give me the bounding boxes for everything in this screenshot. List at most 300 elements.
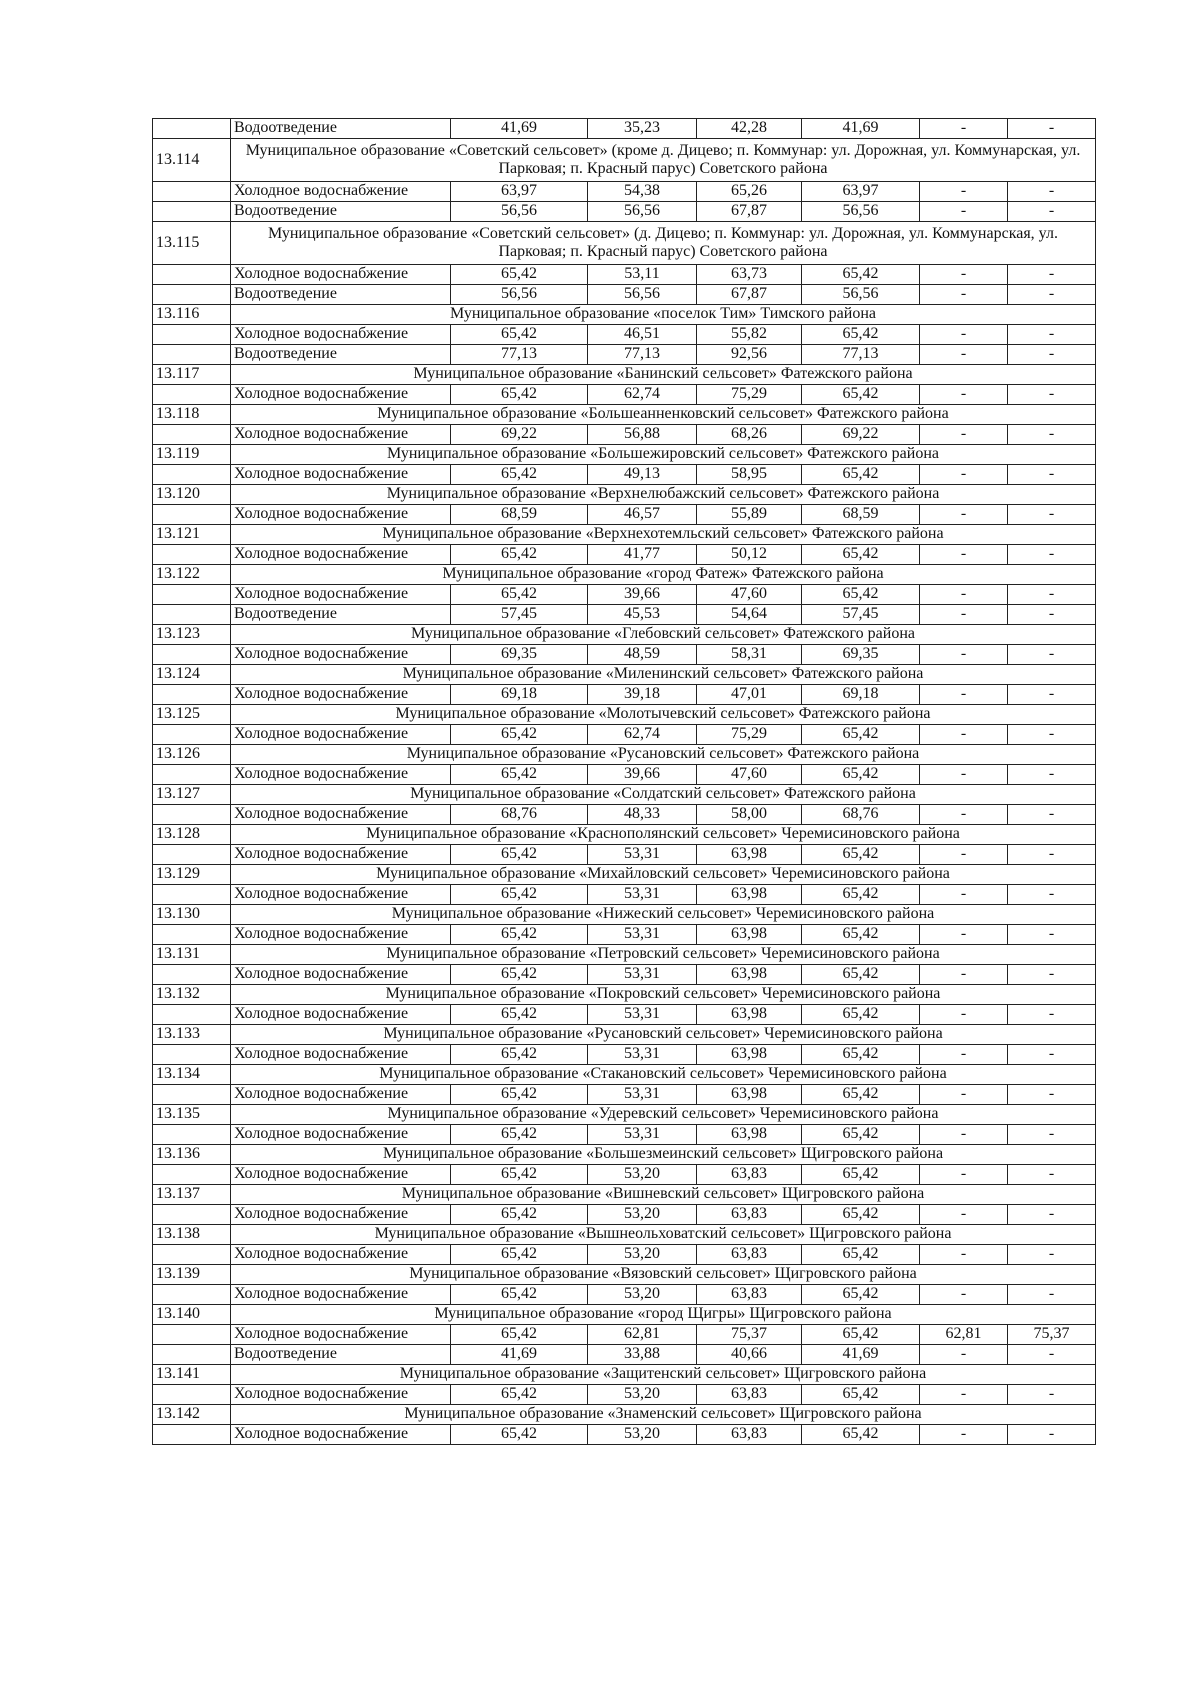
municipality-row xyxy=(153,1265,1096,1285)
tariff-value: 65,42 xyxy=(802,1425,920,1445)
service-name: Холодное водоснабжение xyxy=(231,885,451,905)
tariff-value: - xyxy=(1008,805,1096,825)
tariff-value: 53,31 xyxy=(588,845,697,865)
tariff-value: 58,95 xyxy=(697,465,802,485)
tariff-value: 65,42 xyxy=(451,845,588,865)
service-row xyxy=(153,1345,1096,1365)
municipality-row xyxy=(153,745,1096,765)
empty-number-cell xyxy=(153,585,231,605)
section-number: 13.139 xyxy=(153,1265,231,1285)
tariff-value: 45,53 xyxy=(588,605,697,625)
empty-number-cell xyxy=(153,605,231,625)
tariff-value: 62,81 xyxy=(920,1325,1008,1345)
tariff-value: 53,31 xyxy=(588,925,697,945)
section-number: 13.117 xyxy=(153,365,231,385)
service-row xyxy=(153,202,1096,222)
service-row xyxy=(153,182,1096,202)
service-row xyxy=(153,845,1096,865)
municipality-row xyxy=(153,1105,1096,1125)
section-number: 13.123 xyxy=(153,625,231,645)
tariff-value: 65,42 xyxy=(802,465,920,485)
tariff-value: 65,42 xyxy=(802,885,920,905)
tariff-value: - xyxy=(920,1385,1008,1405)
municipality-row xyxy=(153,1145,1096,1165)
service-row xyxy=(153,585,1096,605)
municipality-row xyxy=(153,1405,1096,1425)
tariff-value: 48,59 xyxy=(588,645,697,665)
tariff-value: - xyxy=(1008,1425,1096,1445)
service-row xyxy=(153,265,1096,285)
section-number: 13.126 xyxy=(153,745,231,765)
tariff-value: - xyxy=(1008,1345,1096,1365)
section-number: 13.129 xyxy=(153,865,231,885)
tariff-value: - xyxy=(1008,725,1096,745)
service-row xyxy=(153,1205,1096,1225)
tariff-value: 65,42 xyxy=(802,1045,920,1065)
service-row xyxy=(153,285,1096,305)
tariff-value: 68,76 xyxy=(451,805,588,825)
tariff-value: - xyxy=(920,685,1008,705)
service-row xyxy=(153,965,1096,985)
section-number: 13.138 xyxy=(153,1225,231,1245)
tariff-value: 65,42 xyxy=(451,1385,588,1405)
tariff-value: - xyxy=(1008,265,1096,285)
municipality-row xyxy=(153,485,1096,505)
municipality-name: Муниципальное образование «Петровский сельсовет» Черемисиновского района xyxy=(231,945,1096,965)
section-number: 13.115 xyxy=(153,222,231,265)
municipality-row xyxy=(153,1185,1096,1205)
municipality-row xyxy=(153,985,1096,1005)
tariff-value: 69,18 xyxy=(451,685,588,705)
tariff-value: - xyxy=(920,1205,1008,1225)
tariff-value: 53,31 xyxy=(588,1085,697,1105)
tariff-value: - xyxy=(920,585,1008,605)
tariff-value: 56,56 xyxy=(802,202,920,222)
empty-number-cell xyxy=(153,385,231,405)
service-name: Холодное водоснабжение xyxy=(231,325,451,345)
section-number: 13.114 xyxy=(153,139,231,182)
municipality-row xyxy=(153,305,1096,325)
tariff-value: 65,42 xyxy=(451,965,588,985)
tariff-value: 63,83 xyxy=(697,1165,802,1185)
service-name: Холодное водоснабжение xyxy=(231,1085,451,1105)
tariff-value: - xyxy=(920,1045,1008,1065)
tariff-value: 63,98 xyxy=(697,885,802,905)
service-name: Холодное водоснабжение xyxy=(231,1325,451,1345)
tariff-value: 48,33 xyxy=(588,805,697,825)
empty-number-cell xyxy=(153,285,231,305)
tariff-value: 65,42 xyxy=(802,1165,920,1185)
municipality-name: Муниципальное образование «Верхнелюбажский сельсовет» Фатежского района xyxy=(231,485,1096,505)
tariff-value: 42,28 xyxy=(697,119,802,139)
tariff-value: 67,87 xyxy=(697,202,802,222)
municipality-row xyxy=(153,445,1096,465)
tariff-value: - xyxy=(920,1285,1008,1305)
tariff-value: 65,42 xyxy=(802,1005,920,1025)
empty-number-cell xyxy=(153,345,231,365)
service-name: Холодное водоснабжение xyxy=(231,765,451,785)
service-row xyxy=(153,725,1096,745)
tariff-value: - xyxy=(1008,685,1096,705)
tariff-value: - xyxy=(920,1085,1008,1105)
municipality-name: Муниципальное образование «Вышнеольховатский сельсовет» Щигровского района xyxy=(231,1225,1096,1245)
section-number: 13.128 xyxy=(153,825,231,845)
section-number: 13.134 xyxy=(153,1065,231,1085)
tariff-value: 77,13 xyxy=(802,345,920,365)
tariff-value: - xyxy=(1008,202,1096,222)
municipality-name: Муниципальное образование «Михайловский сельсовет» Черемисиновского района xyxy=(231,865,1096,885)
tariff-value: 69,18 xyxy=(802,685,920,705)
service-name: Водоотведение xyxy=(231,1345,451,1365)
tariff-value: 41,69 xyxy=(451,1345,588,1365)
tariff-value: - xyxy=(920,202,1008,222)
tariff-value: 41,77 xyxy=(588,545,697,565)
tariff-value: 65,42 xyxy=(451,1285,588,1305)
tariff-value: 50,12 xyxy=(697,545,802,565)
tariff-value: - xyxy=(920,1345,1008,1365)
tariff-value: - xyxy=(1008,505,1096,525)
tariff-value: 47,01 xyxy=(697,685,802,705)
tariff-value: 68,76 xyxy=(802,805,920,825)
municipality-row xyxy=(153,565,1096,585)
empty-number-cell xyxy=(153,1325,231,1345)
tariff-value: 41,69 xyxy=(802,119,920,139)
tariff-value: 65,42 xyxy=(451,1205,588,1225)
tariff-value: - xyxy=(1008,645,1096,665)
tariff-value: 68,26 xyxy=(697,425,802,445)
tariff-value: 65,42 xyxy=(802,765,920,785)
tariff-value: 75,37 xyxy=(1008,1325,1096,1345)
municipality-row xyxy=(153,1065,1096,1085)
municipality-row xyxy=(153,945,1096,965)
municipality-name: Муниципальное образование «город Фатеж» Фатежского района xyxy=(231,565,1096,585)
municipality-row xyxy=(153,705,1096,725)
tariff-value: 63,98 xyxy=(697,1045,802,1065)
tariff-value: - xyxy=(920,119,1008,139)
empty-number-cell xyxy=(153,202,231,222)
municipality-name: Муниципальное образование «Большезмеинский сельсовет» Щигровского района xyxy=(231,1145,1096,1165)
empty-number-cell xyxy=(153,1125,231,1145)
tariff-value: 65,42 xyxy=(451,1165,588,1185)
tariff-value: - xyxy=(1008,325,1096,345)
empty-number-cell xyxy=(153,1085,231,1105)
service-row xyxy=(153,1005,1096,1025)
section-number: 13.121 xyxy=(153,525,231,545)
service-row xyxy=(153,465,1096,485)
municipality-row xyxy=(153,625,1096,645)
tariff-table-body xyxy=(153,119,1096,1445)
tariff-value: 65,42 xyxy=(451,585,588,605)
tariff-value: 58,31 xyxy=(697,645,802,665)
municipality-name: Муниципальное образование «Солдатский сельсовет» Фатежского района xyxy=(231,785,1096,805)
tariff-value: - xyxy=(920,1165,1008,1185)
tariff-value: 65,42 xyxy=(451,1245,588,1265)
service-name: Водоотведение xyxy=(231,605,451,625)
empty-number-cell xyxy=(153,965,231,985)
municipality-row xyxy=(153,1365,1096,1385)
service-row xyxy=(153,1125,1096,1145)
section-number: 13.119 xyxy=(153,445,231,465)
municipality-name: Муниципальное образование «Русановский сельсовет» Черемисиновского района xyxy=(231,1025,1096,1045)
tariff-value: 56,56 xyxy=(588,202,697,222)
tariff-value: 69,22 xyxy=(802,425,920,445)
tariff-value: 55,89 xyxy=(697,505,802,525)
tariff-value: 56,56 xyxy=(588,285,697,305)
empty-number-cell xyxy=(153,765,231,785)
tariff-value: 63,98 xyxy=(697,1125,802,1145)
service-name: Холодное водоснабжение xyxy=(231,1385,451,1405)
tariff-value: 65,42 xyxy=(802,1285,920,1305)
tariff-value: - xyxy=(1008,425,1096,445)
empty-number-cell xyxy=(153,1205,231,1225)
tariff-value: 65,42 xyxy=(451,1425,588,1445)
tariff-value: - xyxy=(1008,925,1096,945)
tariff-value: 69,35 xyxy=(451,645,588,665)
empty-number-cell xyxy=(153,119,231,139)
tariff-value: 41,69 xyxy=(451,119,588,139)
section-number: 13.127 xyxy=(153,785,231,805)
municipality-name: Муниципальное образование «Русановский сельсовет» Фатежского района xyxy=(231,745,1096,765)
service-name: Холодное водоснабжение xyxy=(231,425,451,445)
tariff-value: - xyxy=(920,1425,1008,1445)
tariff-value: - xyxy=(1008,545,1096,565)
section-number: 13.130 xyxy=(153,905,231,925)
tariff-value: - xyxy=(1008,285,1096,305)
tariff-value: - xyxy=(920,265,1008,285)
tariff-value: - xyxy=(1008,119,1096,139)
tariff-value: 53,31 xyxy=(588,1125,697,1145)
service-name: Холодное водоснабжение xyxy=(231,645,451,665)
tariff-value: 65,42 xyxy=(802,845,920,865)
tariff-value: 63,73 xyxy=(697,265,802,285)
tariff-value: 53,31 xyxy=(588,965,697,985)
service-name: Водоотведение xyxy=(231,119,451,139)
municipality-row xyxy=(153,905,1096,925)
tariff-value: 65,42 xyxy=(451,725,588,745)
tariff-value: 65,42 xyxy=(451,385,588,405)
tariff-value: 65,42 xyxy=(802,1325,920,1345)
tariff-value: 54,38 xyxy=(588,182,697,202)
empty-number-cell xyxy=(153,1425,231,1445)
tariff-value: - xyxy=(1008,182,1096,202)
section-number: 13.133 xyxy=(153,1025,231,1045)
tariff-value: 65,42 xyxy=(451,265,588,285)
tariff-value: - xyxy=(920,345,1008,365)
service-name: Холодное водоснабжение xyxy=(231,1165,451,1185)
municipality-row xyxy=(153,525,1096,545)
municipality-name: Муниципальное образование «поселок Тим» Тимского района xyxy=(231,305,1096,325)
tariff-value: 63,83 xyxy=(697,1205,802,1225)
tariff-value: 47,60 xyxy=(697,585,802,605)
tariff-value: 55,82 xyxy=(697,325,802,345)
tariff-value: 46,57 xyxy=(588,505,697,525)
municipality-name: Муниципальное образование «Миленинский сельсовет» Фатежского района xyxy=(231,665,1096,685)
tariff-value: 65,42 xyxy=(451,545,588,565)
service-row xyxy=(153,925,1096,945)
municipality-name: Муниципальное образование «Советский сельсовет» (д. Дицево; п. Коммунар: ул. Дорожная, ул. Коммунарская, ул. Парковая; п. Красный парус) Советского района xyxy=(231,222,1096,265)
tariff-value: - xyxy=(920,545,1008,565)
tariff-value: 53,20 xyxy=(588,1165,697,1185)
municipality-name: Муниципальное образование «Вязовский сельсовет» Щигровского района xyxy=(231,1265,1096,1285)
section-number: 13.135 xyxy=(153,1105,231,1125)
service-row xyxy=(153,1085,1096,1105)
tariff-value: 53,11 xyxy=(588,265,697,285)
tariff-value: 77,13 xyxy=(588,345,697,365)
tariff-value: - xyxy=(920,765,1008,785)
tariff-value: 75,29 xyxy=(697,385,802,405)
service-row xyxy=(153,1165,1096,1185)
service-row xyxy=(153,545,1096,565)
tariff-value: 57,45 xyxy=(802,605,920,625)
service-name: Холодное водоснабжение xyxy=(231,685,451,705)
empty-number-cell xyxy=(153,1045,231,1065)
service-row xyxy=(153,1285,1096,1305)
service-name: Холодное водоснабжение xyxy=(231,725,451,745)
empty-number-cell xyxy=(153,1345,231,1365)
section-number: 13.125 xyxy=(153,705,231,725)
tariff-value: 39,66 xyxy=(588,765,697,785)
tariff-value: 56,56 xyxy=(451,202,588,222)
tariff-value: 65,42 xyxy=(802,265,920,285)
tariff-value: - xyxy=(1008,1245,1096,1265)
tariff-value: - xyxy=(1008,965,1096,985)
service-row xyxy=(153,645,1096,665)
tariff-value: 77,13 xyxy=(451,345,588,365)
tariff-value: 65,42 xyxy=(451,1085,588,1105)
tariff-value: - xyxy=(920,385,1008,405)
tariff-value: 58,00 xyxy=(697,805,802,825)
service-name: Холодное водоснабжение xyxy=(231,505,451,525)
municipality-name: Муниципальное образование «город Щигры» Щигровского района xyxy=(231,1305,1096,1325)
tariff-value: 46,51 xyxy=(588,325,697,345)
service-row xyxy=(153,1385,1096,1405)
empty-number-cell xyxy=(153,925,231,945)
service-row xyxy=(153,605,1096,625)
tariff-value: 69,22 xyxy=(451,425,588,445)
tariff-value: - xyxy=(1008,845,1096,865)
municipality-name: Муниципальное образование «Защитенский сельсовет» Щигровского района xyxy=(231,1365,1096,1385)
municipality-name: Муниципальное образование «Глебовский сельсовет» Фатежского района xyxy=(231,625,1096,645)
municipality-row xyxy=(153,1305,1096,1325)
tariff-value: - xyxy=(1008,1125,1096,1145)
tariff-value: - xyxy=(920,645,1008,665)
tariff-value: - xyxy=(1008,1385,1096,1405)
tariff-value: 63,83 xyxy=(697,1245,802,1265)
service-name: Холодное водоснабжение xyxy=(231,1125,451,1145)
empty-number-cell xyxy=(153,685,231,705)
section-number: 13.140 xyxy=(153,1305,231,1325)
municipality-name: Муниципальное образование «Большеанненковский сельсовет» Фатежского района xyxy=(231,405,1096,425)
municipality-row xyxy=(153,825,1096,845)
municipality-row xyxy=(153,365,1096,385)
tariff-value: 63,98 xyxy=(697,1085,802,1105)
tariff-value: 39,18 xyxy=(588,685,697,705)
tariff-value: - xyxy=(1008,765,1096,785)
tariff-value: 65,42 xyxy=(802,965,920,985)
section-number: 13.120 xyxy=(153,485,231,505)
empty-number-cell xyxy=(153,1165,231,1185)
service-row xyxy=(153,805,1096,825)
tariff-value: - xyxy=(1008,585,1096,605)
tariff-value: 35,23 xyxy=(588,119,697,139)
tariff-value: - xyxy=(920,1245,1008,1265)
tariff-value: 75,29 xyxy=(697,725,802,745)
tariff-value: 65,42 xyxy=(802,925,920,945)
tariff-value: 49,13 xyxy=(588,465,697,485)
service-name: Холодное водоснабжение xyxy=(231,1285,451,1305)
service-name: Холодное водоснабжение xyxy=(231,265,451,285)
tariff-value: 53,31 xyxy=(588,1045,697,1065)
municipality-row xyxy=(153,665,1096,685)
empty-number-cell xyxy=(153,805,231,825)
tariff-value: 65,42 xyxy=(451,1005,588,1025)
section-number: 13.136 xyxy=(153,1145,231,1165)
section-number: 13.142 xyxy=(153,1405,231,1425)
service-name: Холодное водоснабжение xyxy=(231,545,451,565)
tariff-value: - xyxy=(920,325,1008,345)
service-name: Холодное водоснабжение xyxy=(231,585,451,605)
tariff-value: 53,20 xyxy=(588,1425,697,1445)
tariff-value: - xyxy=(920,1125,1008,1145)
municipality-row xyxy=(153,865,1096,885)
tariff-value: 63,98 xyxy=(697,965,802,985)
municipality-name: Муниципальное образование «Стакановский сельсовет» Черемисиновского района xyxy=(231,1065,1096,1085)
tariff-value: 65,42 xyxy=(802,325,920,345)
tariff-value: 65,42 xyxy=(451,885,588,905)
tariff-value: 53,31 xyxy=(588,885,697,905)
service-row xyxy=(153,885,1096,905)
tariff-value: 65,26 xyxy=(697,182,802,202)
tariff-value: 53,31 xyxy=(588,1005,697,1025)
section-number: 13.122 xyxy=(153,565,231,585)
tariff-value: 56,88 xyxy=(588,425,697,445)
service-name: Холодное водоснабжение xyxy=(231,1425,451,1445)
tariff-value: - xyxy=(920,1005,1008,1025)
service-name: Холодное водоснабжение xyxy=(231,465,451,485)
municipality-name: Муниципальное образование «Верхнехотемльский сельсовет» Фатежского района xyxy=(231,525,1096,545)
tariff-value: 69,35 xyxy=(802,645,920,665)
service-row xyxy=(153,1325,1096,1345)
service-row xyxy=(153,385,1096,405)
tariff-value: 57,45 xyxy=(451,605,588,625)
municipality-name: Муниципальное образование «Знаменский сельсовет» Щигровского района xyxy=(231,1405,1096,1425)
tariff-value: 65,42 xyxy=(451,325,588,345)
municipality-name: Муниципальное образование «Большежировский сельсовет» Фатежского района xyxy=(231,445,1096,465)
municipality-name: Муниципальное образование «Покровский сельсовет» Черемисиновского района xyxy=(231,985,1096,1005)
tariff-value: 65,42 xyxy=(802,1245,920,1265)
service-name: Холодное водоснабжение xyxy=(231,1205,451,1225)
municipality-row xyxy=(153,405,1096,425)
section-number: 13.141 xyxy=(153,1365,231,1385)
tariff-value: 63,98 xyxy=(697,925,802,945)
tariff-value: 39,66 xyxy=(588,585,697,605)
tariff-value: - xyxy=(1008,605,1096,625)
tariff-value: 63,83 xyxy=(697,1385,802,1405)
tariff-value: 65,42 xyxy=(802,1125,920,1145)
service-name: Водоотведение xyxy=(231,285,451,305)
tariff-value: - xyxy=(920,605,1008,625)
empty-number-cell xyxy=(153,1385,231,1405)
tariff-value: 53,20 xyxy=(588,1245,697,1265)
tariff-value: 62,81 xyxy=(588,1325,697,1345)
empty-number-cell xyxy=(153,465,231,485)
tariff-value: 53,20 xyxy=(588,1205,697,1225)
tariff-value: - xyxy=(920,925,1008,945)
tariff-value: - xyxy=(920,845,1008,865)
tariff-value: 33,88 xyxy=(588,1345,697,1365)
service-row xyxy=(153,119,1096,139)
tariff-value: - xyxy=(1008,1165,1096,1185)
